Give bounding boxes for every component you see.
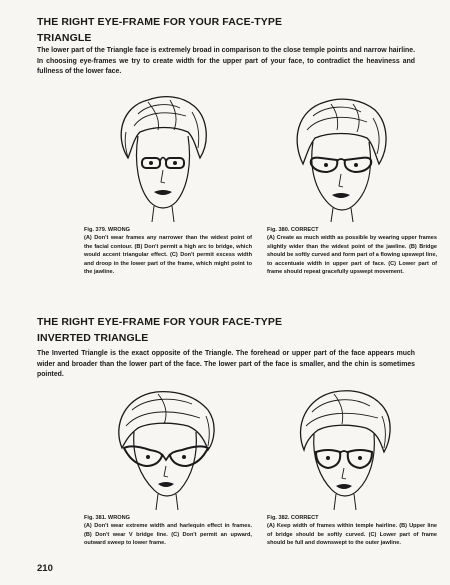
caption-label: Fig. 381. WRONG <box>84 515 130 521</box>
section2-paragraph: The Inverted Triangle is the exact opposite of the Triangle. The forehead or upper part of the face appears much wider and broader than the lower part of the face. The lower part of the face is smaller, and the chin is sometimes pointed. <box>37 350 415 378</box>
caption-label: Fig. 380. CORRECT <box>267 227 319 233</box>
section1-title: THE RIGHT EYE-FRAME FOR YOUR FACE-TYPE <box>37 16 283 28</box>
caption-text: (A) Don't wear frames any narrower than the widest point of the facial contour. (B) Don't permit a high arc to bridge, which would accent triangular effect. (C) Don't permit excess width and droop in the lower part of the frame, which might point to the jawline. <box>84 235 252 276</box>
section2-title: THE RIGHT EYE-FRAME FOR YOUR FACE-TYPE <box>37 316 283 328</box>
caption-label: Fig. 382. CORRECT <box>267 515 319 521</box>
face-illustration-fig-382 <box>290 386 398 512</box>
caption-fig-380 <box>267 226 437 276</box>
page-number: 210 <box>37 563 53 574</box>
section1-paragraph: The lower part of the Triangle face is extremely broad in comparison to the close temple points and narrow hairline. In choosing eye-frames we try to create width for the upper part of your face, to contradict the heaviness and fullness of the lower face. <box>37 47 415 75</box>
caption-text: (A) Don't wear extreme width and harlequin effect in frames. (B) Don't wear V bridge line. (C) Don't permit an upward, outward sweep to lower frame. <box>84 523 252 547</box>
face-illustration-fig-380 <box>285 94 397 224</box>
caption-fig-381 <box>84 514 252 548</box>
caption-fig-382 <box>267 514 437 548</box>
caption-label: Fig. 379. WRONG <box>84 227 130 233</box>
caption-fig-379 <box>84 226 252 276</box>
caption-text: (A) Keep width of frames within temple hairline. (B) Upper line of bridge should be softly curved. (C) Lower part of frame should be full and downswept to the outer jawline. <box>267 523 437 547</box>
caption-text: (A) Create as much width as possible by wearing upper frames slightly wider than the widest point of the jawline. (B) Bridge should be softly curved and form part of a flowing upswept line, to accentuate width in upper part of face. (C) Lower part of frame should repeat gracefully upswept movement. <box>267 235 438 276</box>
section1-subtitle: TRIANGLE <box>37 32 92 44</box>
section2-subtitle: INVERTED TRIANGLE <box>37 332 149 344</box>
face-illustration-fig-381 <box>110 386 222 512</box>
face-illustration-fig-379 <box>108 92 218 224</box>
